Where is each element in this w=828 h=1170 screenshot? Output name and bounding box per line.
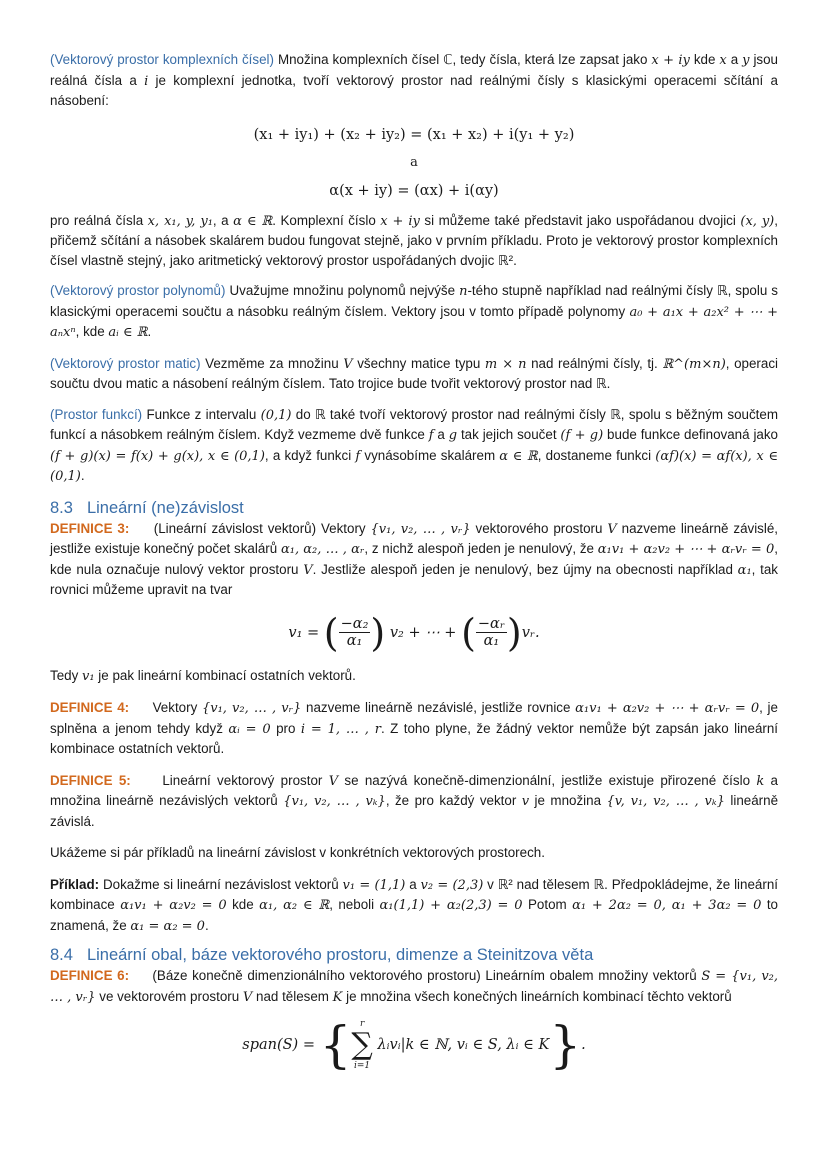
definition-6: DEFINICE 6: (Báze konečně dimenzionálního vektorového prostoru) Lineárním obalem množiny vektorů S = {v₁, v₂, … , vᵣ} ve vektorovém prostoru V nad tělesem K je množina všech konečných lineárních kombinací těchto vektorů <box>50 968 779 1005</box>
example-label: (Vektorový prostor matic) <box>50 355 201 371</box>
example-paragraph: Příklad: Dokažme si lineární nezávislost vektorů v₁ = (1,1) a v₂ = (2,3) v ℝ² nad tělesem ℝ. Předpokládejme, že lineární kombinace α₁v₁ + α₂v₂ = 0 kde α₁, α₂ ∈ ℝ, neboli α₁(1,1) + α₂(2,3) = 0 Potom α₁ + 2α₂ = 0, α₁ + 3α₂ = 0 to znamená, že α₁ = α₂ = 0. <box>50 876 778 934</box>
paragraph-complex-pairs: pro reálná čísla x, x₁, y, y₁, a α ∈ ℝ. Komplexní číslo x + iy si můžeme také představit jako uspořádanou dvojici (x, y), přičemž sčítání a násobek skalárem budou fungovat stejně, jako v prvním příkladu. Proto je vektorový prostor komplexních čísel vlastně stejný, jako aritmetický vektorový prostor uspořádaných dvojic ℝ². <box>50 212 778 268</box>
paragraph-polynomials: (Vektorový prostor polynomů) Uvažujme množinu polynomů nejvýše n-tého stupně například nad reálnými čísly ℝ, spolu s klasickými operacemi součtu a násobku reálným číslem. Vektory jsou v tomto případě polynomy a₀ + a₁x + a₂x² + ⋯ + aₙxⁿ, kde aᵢ ∈ ℝ. <box>50 283 778 340</box>
equation-scalar: α(x + iy) = (αx) + i(αy) <box>329 182 499 199</box>
definition-label: DEFINICE 3: <box>50 520 130 536</box>
paragraph-complex-numbers: (Vektorový prostor komplexních čísel) Množina komplexních čísel ℂ, tedy čísla, která lze zapsat jako x + iy kde x a y jsou reálná čísla a i je komplexní jednotka, tvoří vektorový prostor nad reálnými čísly s klasickými operacemi sčítání a násobení: <box>50 52 779 108</box>
equation-span: span(S) = { r ∑ i=1 λᵢvᵢ|k ∈ ℕ, vᵢ ∈ S, λᵢ ∈ K}. <box>242 1016 586 1074</box>
document-page <box>50 50 778 1077</box>
example-label: (Prostor funkcí) <box>50 406 143 422</box>
equation-linear-combination: v₁ = ( $\frac{\text{−α₂}}{\text{α₁}}$ ) v₂ + ⋯ + ( $\frac{\text{−αᵣ}}{\text{α₁}}$ )vᵣ. <box>288 610 540 655</box>
fraction: $\frac{\text{−α₂}}{\text{α₁}}$ <box>340 616 369 649</box>
paragraph-conclusion: Tedy v₁ je pak lineární kombinací ostatních vektorů. <box>50 667 356 684</box>
paragraph-functions: (Prostor funkcí) Funkce z intervalu (0,1) do ℝ také tvoří vektorový prostor nad reálnými čísly ℝ, spolu s běžným součtem funkcí a násobkem reálným číslem. Když vezmeme dvě funkce f a g tak jejich součet (f + g) bude funkce definovaná jako (f + g)(x) = f(x) + g(x), x ∈ (0,1), a když funkci f vynásobíme skalárem α ∈ ℝ, dostaneme funkci (αf)(x) = αf(x), x ∈ (0,1). <box>50 406 779 484</box>
example-label: (Vektorový prostor polynomů) <box>50 283 226 298</box>
definition-label: DEFINICE 5: <box>50 772 131 788</box>
equation-sum: (x₁ + iy₁) + (x₂ + iy₂) = (x₁ + x₂) + i(y₁ + y₂) <box>253 126 575 143</box>
definition-label: DEFINICE 6: <box>50 968 130 983</box>
paragraph-intro: Ukážeme si pár příkladů na lineární závislost v konkrétních vektorových prostorech. <box>50 845 545 860</box>
example-label: (Vektorový prostor komplexních čísel) <box>50 52 274 67</box>
summation: r ∑ i=1 <box>351 1019 373 1071</box>
definition-3: DEFINICE 3: (Lineární závislost vektorů) Vektory {v₁, v₂, … , vᵣ} vektorového prostoru V nazveme lineárně závislé, jestliže existuje konečný počet skalárů α₁, α₂, … , αᵣ, z nichž alespoň jeden je nenulový, že α₁v₁ + α₂v₂ + ⋯ + αᵣvᵣ = 0, kde nula označuje nulový vektor prostoru V. Jestliže alespoň jeden je nenulový, bez újmy na obecnosti například α₁, tak rovnici můžeme upravit na tvar <box>50 520 779 597</box>
definition-label: DEFINICE 4: <box>50 700 130 715</box>
definition-4: DEFINICE 4: Vektory {v₁, v₂, … , vᵣ} nazveme lineárně nezávislé, jestliže rovnice α₁v₁ + α₂v₂ + ⋯ + αᵣvᵣ = 0, je splněna a jenom tehdy když αᵢ = 0 pro i = 1, … , r. Z toho plyne, že žádný vektor nemůže být zapsán jako lineární kombinace ostatních vektorů. <box>50 700 779 756</box>
fraction: $\frac{\text{−αᵣ}}{\text{α₁}}$ <box>477 616 505 649</box>
section-heading-8-4: 8.4 Lineární obal, báze vektorového prostoru, dimenze a Steinitzova věta <box>50 946 594 964</box>
equation-and: a <box>410 154 418 170</box>
section-heading-8-3: 8.3 Lineární (ne)závislost <box>50 498 244 517</box>
definition-5: DEFINICE 5: Lineární vektorový prostor V se nazývá konečně-dimenzionální, jestliže existuje přirozené číslo k a množina lineárně nezávislých vektorů {v₁, v₂, … , vₖ}, že pro každý vektor v je množina {v, v₁, v₂, … , vₖ} lineárně závislá. <box>50 772 779 829</box>
example-label: Příklad: <box>50 876 100 892</box>
paragraph-matrices: (Vektorový prostor matic) Vezměme za množinu V všechny matice typu m × n nad reálnými čísly, tj. ℝ^(m×n), operaci součtu dvou matic a násobení reálným číslem. Tato trojice bude tvořit vektorový prostor nad ℝ. <box>50 355 779 391</box>
